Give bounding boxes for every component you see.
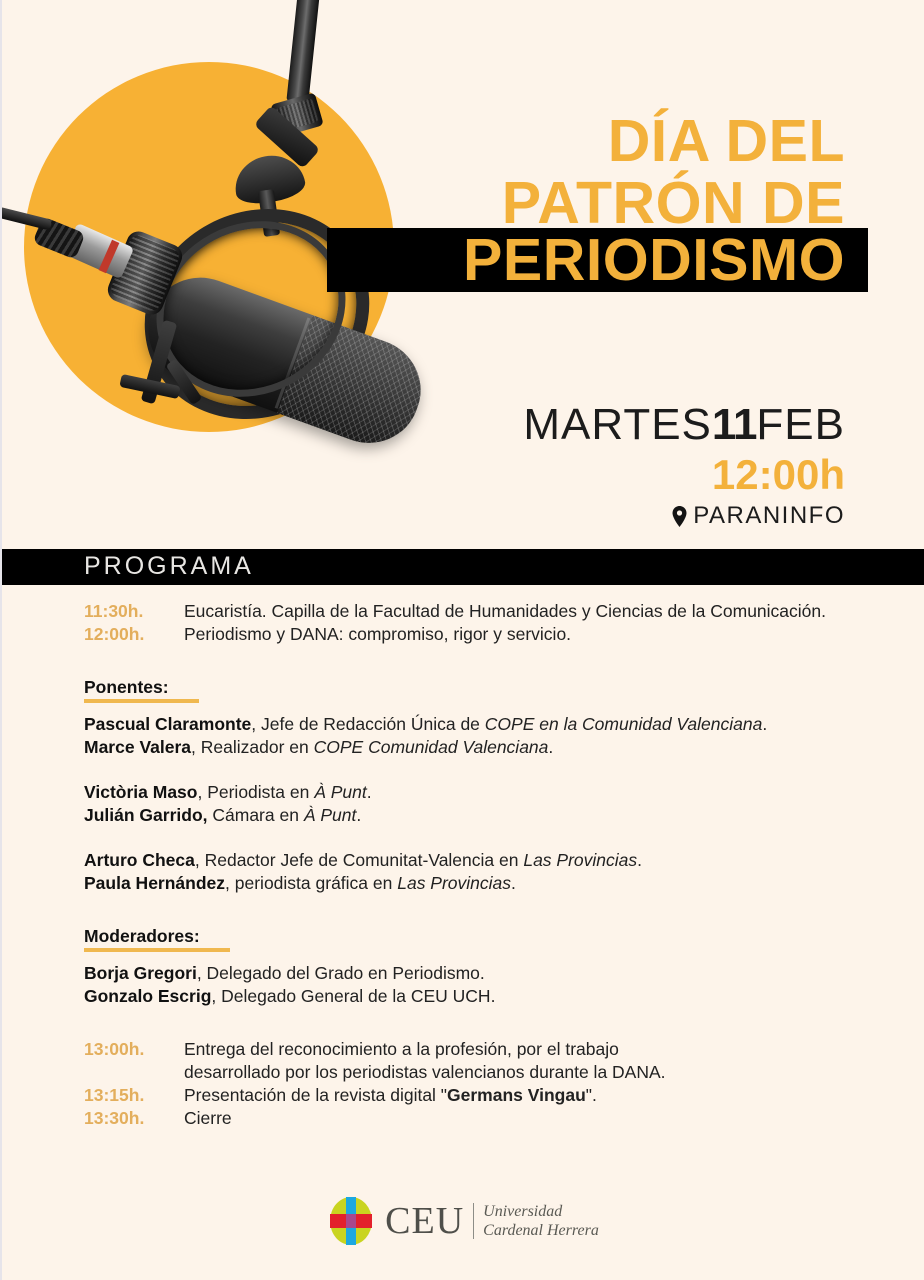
- schedule-desc: [184, 1084, 597, 1107]
- schedule-time: 13:30h.: [84, 1108, 145, 1128]
- event-day: 11: [711, 400, 757, 449]
- event-date-block: [345, 400, 845, 530]
- speaker-item: [84, 804, 924, 827]
- moderator-role: Delegado General de la CEU UCH.: [221, 986, 496, 1006]
- speaker-org: À Punt: [314, 782, 367, 802]
- schedule-desc: [184, 1038, 666, 1084]
- speaker-role: periodista gráfica en: [234, 873, 398, 893]
- speaker-org: COPE en la Comunidad Valenciana: [484, 714, 763, 734]
- speaker-role-end: .: [511, 873, 516, 893]
- moderator-name: Gonzalo Escrig: [84, 986, 212, 1006]
- speaker-item: [84, 872, 924, 895]
- speaker-org: Las Provincias: [523, 850, 638, 870]
- spacer: [2, 895, 924, 925]
- map-pin-icon: [672, 506, 687, 527]
- event-weekday: MARTES: [523, 400, 712, 449]
- schedule-desc-line: desarrollado por los periodistas valencianos durante la DANA.: [184, 1062, 666, 1082]
- speakers-section: [84, 676, 924, 895]
- speaker-sep: ,: [251, 714, 262, 734]
- speaker-sep: ,: [197, 782, 208, 802]
- spacer: [84, 952, 924, 962]
- ceu-wordmark: [385, 1201, 599, 1241]
- speaker-role: Realizador en: [200, 737, 314, 757]
- schedule-row: [84, 1084, 924, 1107]
- title-line-2: PATRÓN DE: [501, 170, 845, 236]
- speaker-role: Periodista en: [207, 782, 315, 802]
- schedule-row: [84, 600, 924, 623]
- speakers-heading: Ponentes:: [84, 676, 199, 703]
- speaker-name: Arturo Checa: [84, 850, 195, 870]
- program-body: [2, 600, 924, 1130]
- speaker-role: Jefe de Redacción Única de: [261, 714, 485, 734]
- ceu-divider: [473, 1203, 474, 1239]
- spacer: [2, 646, 924, 676]
- event-location-label: PARANINFO: [693, 502, 845, 529]
- speaker-sep: ,: [194, 850, 205, 870]
- ceu-subtitle: [483, 1202, 599, 1240]
- spacer: [2, 1008, 924, 1038]
- moderators-section: [84, 925, 924, 1008]
- event-month: FEB: [756, 400, 845, 449]
- schedule-top-list: [2, 600, 924, 646]
- schedule-time: 13:15h.: [84, 1085, 145, 1105]
- event-date-line: [345, 400, 845, 450]
- schedule-row: [84, 1038, 924, 1084]
- moderator-name: Borja Gregori: [84, 963, 197, 983]
- speaker-role-end: .: [366, 782, 372, 802]
- schedule-desc-post: ".: [585, 1085, 597, 1105]
- schedule-desc-pre: Presentación de la revista digital ": [184, 1085, 448, 1105]
- footer-logo: [2, 1196, 924, 1246]
- schedule-desc-line: Entrega del reconocimiento a la profesión, por el trabajo: [184, 1039, 619, 1059]
- moderators-heading: Moderadores:: [84, 925, 230, 952]
- ceu-logo-mark-icon: [329, 1196, 373, 1246]
- moderator-role: Delegado del Grado en Periodismo.: [206, 963, 485, 983]
- speaker-role-end: .: [356, 805, 362, 825]
- event-time: 12:00h: [711, 451, 845, 498]
- speaker-role: Redactor Jefe de Comunitat-Valencia en: [204, 850, 524, 870]
- hero-section: [2, 0, 924, 541]
- programa-header-label: PROGRAMA: [84, 552, 254, 580]
- speaker-item: [84, 781, 924, 804]
- speaker-role-end: .: [548, 737, 554, 757]
- schedule-desc: Periodismo y DANA: compromiso, rigor y servicio.: [184, 624, 572, 644]
- title-line-3: PERIODISMO: [463, 227, 845, 293]
- speaker-name: Pascual Claramonte: [84, 714, 252, 734]
- ceu-subtitle-line-1: Universidad: [483, 1203, 563, 1220]
- magazine-title: Germans Vingau: [447, 1085, 586, 1105]
- moderator-sep: ,: [196, 963, 207, 983]
- programa-header-bar: [2, 549, 924, 585]
- moderator-item: [84, 962, 924, 985]
- ceu-subtitle-line-2: Cardenal Herrera: [483, 1222, 599, 1239]
- speaker-sep: ,: [191, 737, 201, 757]
- schedule-desc: Eucaristía. Capilla de la Facultad de Humanidades y Ciencias de la Comunicación.: [184, 601, 827, 621]
- schedule-desc: Cierre: [184, 1108, 232, 1128]
- speaker-org: À Punt: [303, 805, 357, 825]
- title-line-1: DÍA DEL: [607, 108, 845, 174]
- schedule-time: 12:00h.: [84, 624, 145, 644]
- speaker-name: Julián Garrido,: [84, 805, 208, 825]
- boom-pole: [286, 0, 319, 103]
- speaker-role-end: .: [637, 850, 643, 870]
- event-location-row: [345, 502, 845, 530]
- speaker-item: [84, 849, 924, 872]
- speaker-org: COPE Comunidad Valenciana: [313, 737, 549, 757]
- speaker-role: Cámara en: [212, 805, 304, 825]
- schedule-time: 13:00h.: [84, 1039, 145, 1059]
- speaker-org: Las Provincias: [397, 873, 512, 893]
- speaker-sep: ,: [225, 873, 235, 893]
- spacer: [84, 703, 924, 713]
- schedule-row: [84, 623, 924, 646]
- moderator-sep: ,: [211, 986, 222, 1006]
- moderator-item: [84, 985, 924, 1008]
- spacer: [84, 827, 924, 849]
- speaker-item: [84, 736, 924, 759]
- schedule-row: [84, 1107, 924, 1130]
- speaker-item: [84, 713, 924, 736]
- schedule-time: 11:30h.: [84, 601, 144, 621]
- speaker-name: Victòria Maso: [84, 782, 198, 802]
- schedule-bottom-list: [2, 1038, 924, 1130]
- ceu-brand: CEU: [385, 1200, 465, 1242]
- speaker-name: Marce Valera: [84, 737, 192, 757]
- speaker-name: Paula Hernández: [84, 873, 226, 893]
- speaker-role-end: .: [762, 714, 768, 734]
- spacer: [84, 759, 924, 781]
